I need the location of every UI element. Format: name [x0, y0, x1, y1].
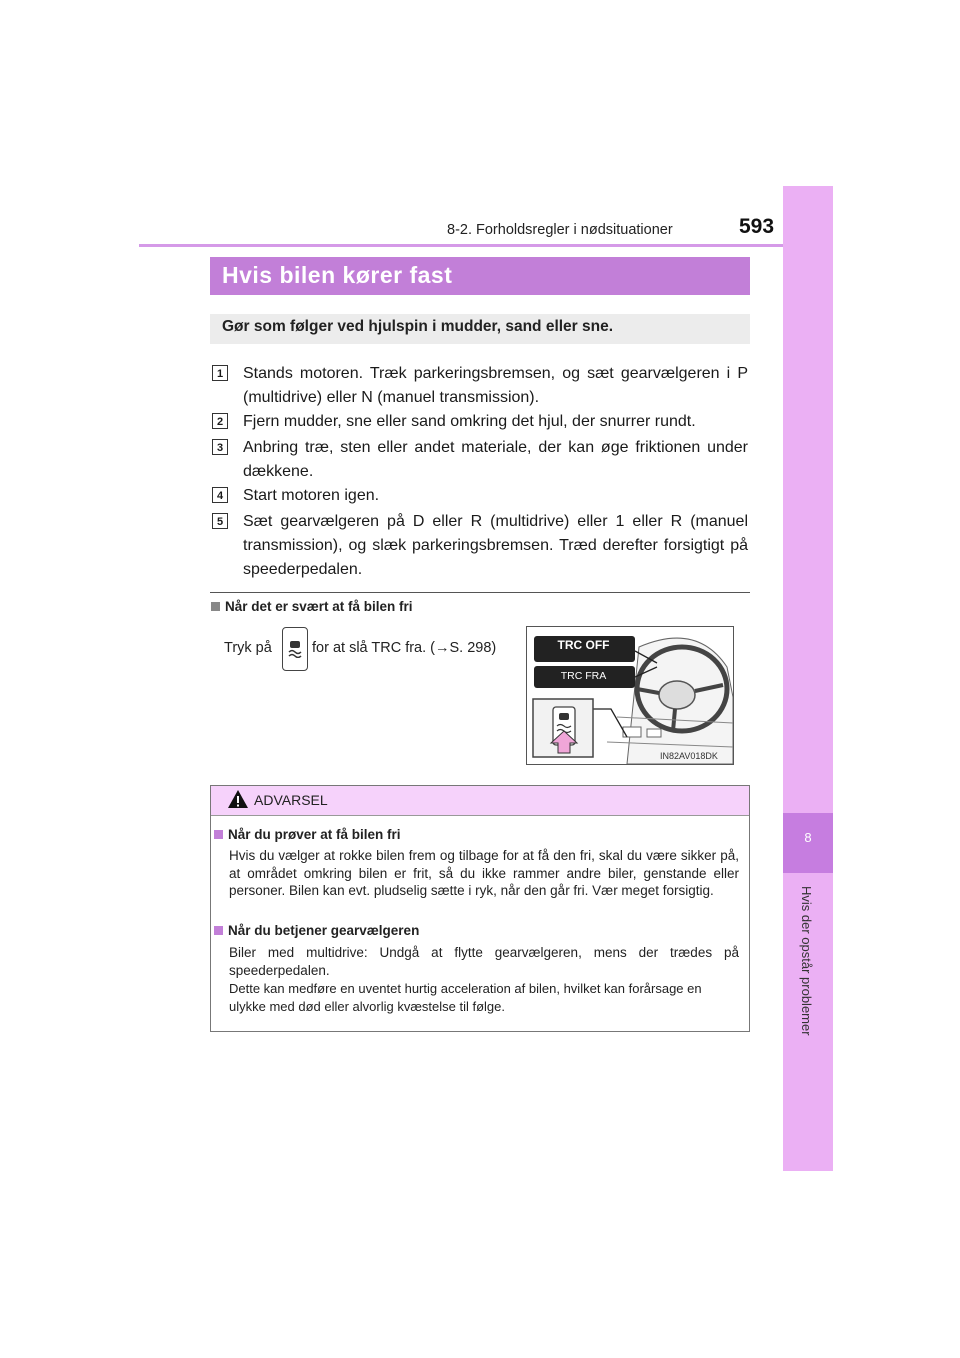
warning-heading-text: Når du betjener gearvælgeren: [228, 923, 420, 938]
chapter-label-text: Hvis der opstår problemer: [799, 886, 814, 1036]
step-number: 3: [212, 439, 228, 455]
illustration-code: IN82AV018DK: [660, 751, 718, 761]
sub-heading: [211, 599, 413, 614]
step-number: 2: [212, 413, 228, 429]
step-text: Stands motoren. Træk parkeringsbremsen, og sæt gearvælgeren i P (multidrive) eller N (manuel transmission).: [243, 365, 748, 406]
warning-item-text: Hvis du vælger at rokke bilen frem og tilbage for at få den fri, skal du være sikker på, at området omkring bilen er frit, så du ikke rammer andre biler, genstande eller personer. Bilen kan evt. pludselig sætte i ryk, når den går fri. Vær meget forsigtig.: [229, 848, 739, 898]
step-text: Sæt gearvælgeren på D eller R (multidrive) eller 1 eller R (manuel transmission), og slæk parkeringsbremsen. Træd derefter forsigtigt på speederpedalen.: [243, 513, 748, 578]
traction-control-icon: [287, 640, 303, 658]
sub-heading-text: Når det er svært at få bilen fri: [225, 599, 413, 614]
instruction-text-before: Tryk på: [224, 640, 272, 656]
header-rule: [139, 244, 833, 247]
title-banner: [210, 257, 750, 295]
page-number: 593: [739, 215, 775, 238]
step-number: 4: [212, 487, 228, 503]
warning-item-heading: [214, 827, 401, 842]
instruction-text-after: for at slå TRC fra. (→S. 298): [312, 640, 497, 656]
trc-off-label: TRC OFF: [557, 638, 610, 652]
intro-text: Gør som følger ved hjulspin i mudder, sand eller sne.: [222, 318, 614, 335]
bullet-square-icon: [214, 926, 223, 935]
trc-fra-label: TRC FRA: [560, 670, 607, 682]
warning-item-heading: [214, 923, 419, 938]
chapter-number: 8: [804, 830, 812, 845]
bullet-square-icon: [214, 830, 223, 839]
trc-button-icon: [282, 627, 308, 671]
warning-title: ADVARSEL: [254, 792, 328, 808]
warning-item-text: Biler med multidrive: Undgå at flytte gearvælgeren, mens der trædes på speederpedalen.: [229, 945, 739, 978]
page-title: Hvis bilen kører fast: [222, 262, 453, 288]
step-text: Fjern mudder, sne eller sand omkring det hjul, der snurrer rundt.: [243, 413, 696, 430]
intro-bar: [210, 314, 750, 344]
step-number: 5: [212, 513, 228, 529]
step-text: Anbring træ, sten eller andet materiale, der kan øge friktionen under dækkene.: [243, 439, 748, 480]
warning-triangle-icon: [227, 789, 249, 814]
warning-heading-text: Når du prøver at få bilen fri: [228, 827, 401, 842]
step-text: Start motoren igen.: [243, 487, 380, 504]
chapter-label: [778, 886, 838, 1051]
section-title: 8-2. Forholdsregler i nødsituationer: [447, 222, 673, 238]
bullet-square-icon: [211, 602, 220, 611]
step-number: 1: [212, 365, 228, 381]
section-divider: [210, 592, 750, 593]
warning-item-text-continued: Dette kan medføre en uventet hurtig acceleration af bilen, hvilket kan forårsage en ulykke med død eller alvorlig kvæstelse til følge.: [229, 981, 702, 1014]
